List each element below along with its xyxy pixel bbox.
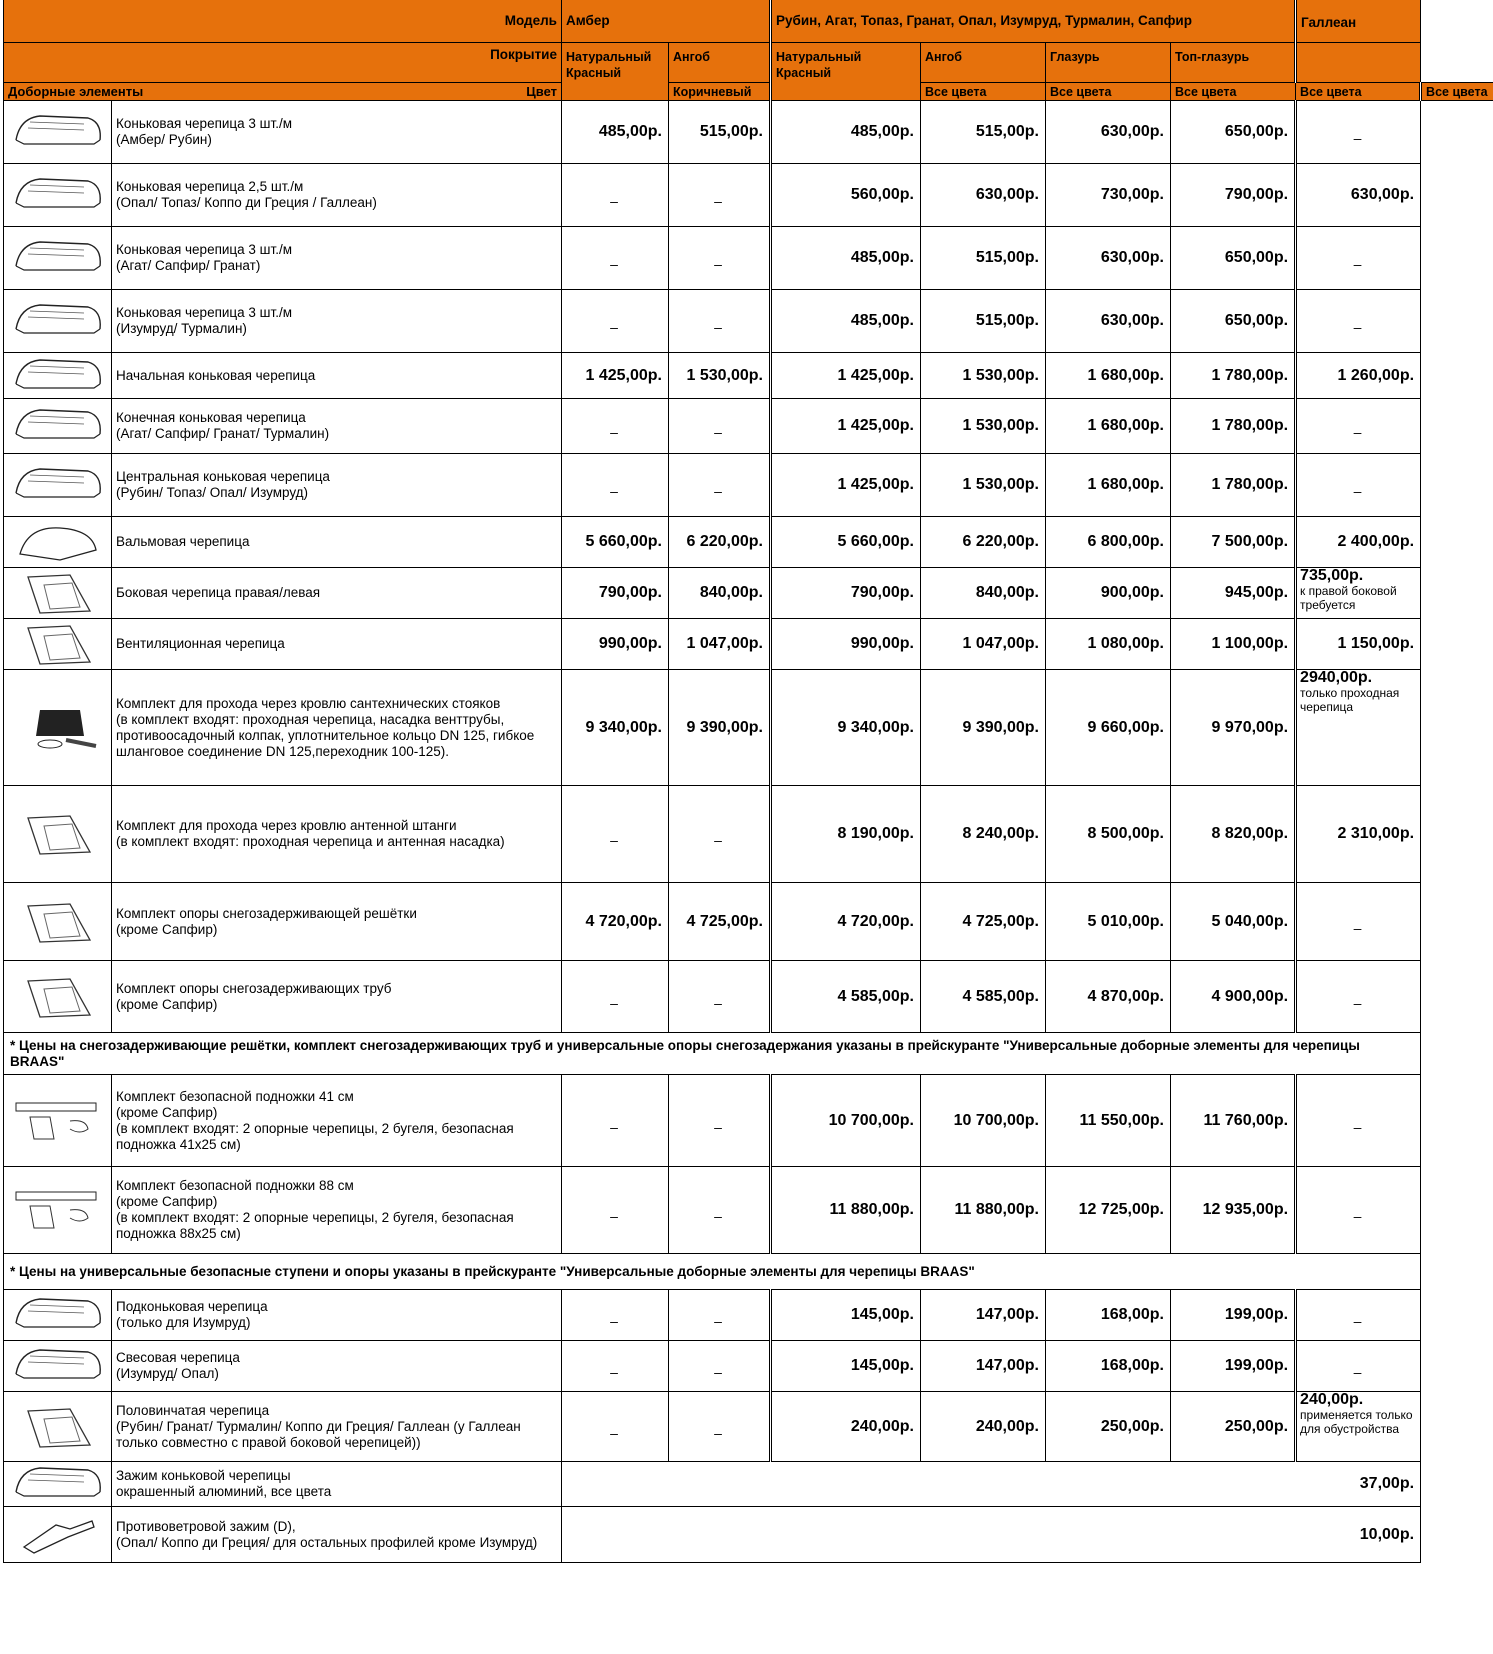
price-cell: – [1296, 101, 1421, 164]
price-cell: 12 935,00р. [1171, 1167, 1296, 1254]
price-cell: – [562, 1341, 669, 1392]
price-cell: 945,00р. [1171, 568, 1296, 619]
price-cell: 12 725,00р. [1046, 1167, 1171, 1254]
color-label: Цвет [526, 83, 557, 99]
product-row [4, 164, 1493, 227]
price-cell: 485,00р. [771, 227, 921, 290]
product-name [112, 517, 562, 568]
price-cell: 10 700,00р. [921, 1075, 1046, 1167]
ridge-tile-icon [4, 290, 112, 353]
product-subtitle: (Рубин/ Топаз/ Опал/ Изумруд) [116, 485, 309, 500]
product-row [4, 619, 1493, 670]
antenna-pass-kit-icon [4, 786, 112, 883]
price-cell: 630,00р. [1296, 164, 1421, 227]
product-subtitle: (кроме Сапфир) [116, 1194, 218, 1209]
ridge-tile-icon [4, 101, 112, 164]
product-name [112, 619, 562, 670]
price-cell: 250,00р. [1046, 1392, 1171, 1462]
elements-title: Доборные элементы [8, 83, 144, 99]
price-cell: – [562, 1290, 669, 1341]
color-0: Коричневый [669, 83, 771, 101]
color-3: Все цвета [1171, 83, 1296, 101]
eaves-tile-icon [4, 1341, 112, 1392]
blank-cell [1421, 454, 1493, 517]
flat-price: 37,00р. [562, 1462, 1421, 1507]
product-name [112, 883, 562, 961]
product-row [4, 786, 1493, 883]
price-cell: – [1296, 1075, 1421, 1167]
price-cell: 630,00р. [921, 164, 1046, 227]
price-cell: 145,00р. [771, 1341, 921, 1392]
price-cell: 7 500,00р. [1171, 517, 1296, 568]
price-cell: 147,00р. [921, 1341, 1046, 1392]
price-cell: 515,00р. [921, 290, 1046, 353]
price-cell: 11 550,00р. [1046, 1075, 1171, 1167]
sub-ridge-tile-icon [4, 1290, 112, 1341]
hip-tile-icon [4, 517, 112, 568]
product-name [112, 227, 562, 290]
blank-cell [1421, 1254, 1493, 1290]
price-cell: 6 800,00р. [1046, 517, 1171, 568]
blank-cell [1421, 399, 1493, 454]
product-subtitle: (кроме Сапфир) [116, 1104, 218, 1120]
product-row [4, 883, 1493, 961]
product-title: Коньковая черепица 3 шт./м [116, 116, 292, 131]
flat-price: 10,00р. [562, 1507, 1421, 1563]
price-cell: – [669, 227, 771, 290]
header-row-coating [4, 43, 1493, 83]
product-row [4, 1167, 1493, 1254]
price-cell: 1 680,00р. [1046, 353, 1171, 399]
product-name [112, 1290, 562, 1341]
price-cell: – [669, 961, 771, 1033]
half-tile-icon [4, 1392, 112, 1462]
price-cell: 5 040,00р. [1171, 883, 1296, 961]
price-cell: 900,00р. [1046, 568, 1171, 619]
price-cell: 147,00р. [921, 1290, 1046, 1341]
product-name [112, 1075, 562, 1167]
price-cell: – [1296, 1341, 1421, 1392]
product-name [112, 1507, 562, 1563]
model-group-ruby: Рубин, Агат, Топаз, Гранат, Опал, Изумруд, Турмалин, Сапфир [771, 0, 1296, 43]
product-subtitle: (кроме Сапфир) [116, 921, 218, 937]
price-cell: 650,00р. [1171, 290, 1296, 353]
product-row [4, 101, 1493, 164]
product-name [112, 1392, 562, 1462]
price-cell: 790,00р. [1171, 164, 1296, 227]
product-title: Комплект безопасной подножки 41 см [116, 1088, 354, 1104]
header-row-model [4, 0, 1493, 43]
price-cell: 1 047,00р. [669, 619, 771, 670]
product-row [4, 961, 1493, 1033]
price-cell: 1 680,00р. [1046, 454, 1171, 517]
price-cell: 515,00р. [921, 101, 1046, 164]
price-cell: 1 425,00р. [771, 353, 921, 399]
model-gallean: Галлеан [1296, 0, 1421, 43]
product-row [4, 670, 1493, 786]
price-cell: 4 900,00р. [1171, 961, 1296, 1033]
blank-cell [1421, 1507, 1493, 1563]
price-cell: 1 425,00р. [562, 353, 669, 399]
price-cell: 2 400,00р. [1296, 517, 1421, 568]
color-4: Все цвета [1296, 83, 1421, 101]
product-kit-contents: (в комплект входят: 2 опорные черепицы, 2 бугеля, безопасная подножка 88х25 см) [116, 1210, 514, 1241]
price-cell: 9 340,00р. [771, 670, 921, 786]
coating-gallean [1296, 43, 1421, 83]
note-row [4, 1254, 1493, 1290]
product-subtitle: окрашенный алюминий, все цвета [116, 1484, 332, 1499]
blank-cell [1421, 227, 1493, 290]
price-cell: 840,00р. [669, 568, 771, 619]
product-row [4, 1392, 1493, 1462]
product-title: Подконьковая черепица [116, 1299, 268, 1314]
price-cell: – [1296, 454, 1421, 517]
price-cell: 1 780,00р. [1171, 454, 1296, 517]
ridge-tile-icon [4, 164, 112, 227]
price-cell: 560,00р. [771, 164, 921, 227]
product-title: Центральная коньковая черепица [116, 469, 330, 484]
color-2: Все цвета [1046, 83, 1171, 101]
side-tile-icon [4, 568, 112, 619]
product-subtitle: (только для Изумруд) [116, 1315, 251, 1330]
price-cell: 630,00р. [1046, 101, 1171, 164]
ridge-clip-icon [4, 1462, 112, 1507]
blank-cell [1421, 353, 1493, 399]
product-name [112, 786, 562, 883]
color-gallean: Все цвета [1421, 83, 1493, 101]
product-row [4, 1462, 1493, 1507]
price-cell: 8 190,00р. [771, 786, 921, 883]
price-cell: – [669, 1392, 771, 1462]
product-title: Коньковая черепица 2,5 шт./м [116, 179, 304, 194]
price-cell: 5 010,00р. [1046, 883, 1171, 961]
product-title: Вентиляционная черепица [116, 636, 285, 651]
price-cell: – [562, 227, 669, 290]
price-cell: – [669, 454, 771, 517]
price-cell: 4 870,00р. [1046, 961, 1171, 1033]
price-cell: – [1296, 1290, 1421, 1341]
price-cell: 990,00р. [562, 619, 669, 670]
blank-cell [1421, 619, 1493, 670]
model-amber: Амбер [562, 0, 771, 43]
price-cell: 4 585,00р. [771, 961, 921, 1033]
coating-5: Топ-глазурь [1171, 43, 1296, 83]
product-name [112, 164, 562, 227]
start-ridge-tile-icon [4, 353, 112, 399]
price-cell: – [669, 1341, 771, 1392]
product-subtitle: (Изумруд/ Турмалин) [116, 321, 247, 336]
price-cell: 485,00р. [771, 290, 921, 353]
blank-cell [1421, 1392, 1493, 1462]
product-row [4, 399, 1493, 454]
price-cell: 4 720,00р. [562, 883, 669, 961]
product-subtitle: (Агат/ Сапфир/ Гранат/ Турмалин) [116, 426, 330, 441]
product-name [112, 290, 562, 353]
price-cell: 650,00р. [1171, 227, 1296, 290]
price-cell: 1 530,00р. [921, 399, 1046, 454]
price-cell [1296, 568, 1421, 619]
product-name [112, 399, 562, 454]
product-title: Конечная коньковая черепица [116, 410, 306, 425]
price-cell: – [669, 786, 771, 883]
product-subtitle: (в комплект входят: проходная черепица и антенная насадка) [116, 834, 505, 849]
price-cell: 9 340,00р. [562, 670, 669, 786]
price-cell: – [562, 786, 669, 883]
price-cell: – [1296, 1167, 1421, 1254]
safety-step-88-icon [4, 1167, 112, 1254]
blank-cell [1421, 101, 1493, 164]
center-ridge-tile-icon [4, 454, 112, 517]
product-name [112, 961, 562, 1033]
price-cell: 485,00р. [771, 101, 921, 164]
product-title: Комплект безопасной подножки 88 см [116, 1178, 354, 1193]
price-cell: 11 880,00р. [921, 1167, 1046, 1254]
price-cell: – [562, 164, 669, 227]
blank-cell [1421, 517, 1493, 568]
blank-cell [1421, 1341, 1493, 1392]
price-cell: 240,00р. [921, 1392, 1046, 1462]
price-cell: – [669, 399, 771, 454]
product-title: Боковая черепица правая/левая [116, 585, 321, 600]
product-title: Вальмовая черепица [116, 534, 250, 549]
price-cell: 250,00р. [1171, 1392, 1296, 1462]
product-title: Коньковая черепица 3 шт./м [116, 242, 292, 257]
product-row [4, 227, 1493, 290]
price-cell: 1 047,00р. [921, 619, 1046, 670]
product-name [112, 101, 562, 164]
price-cell: 9 970,00р. [1171, 670, 1296, 786]
price-cell: – [562, 1392, 669, 1462]
product-row [4, 454, 1493, 517]
coating-4: Глазурь [1046, 43, 1171, 83]
product-title: Комплект опоры снегозадерживающей решётки [116, 905, 417, 921]
price-cell: 630,00р. [1046, 290, 1171, 353]
price-cell: 4 585,00р. [921, 961, 1046, 1033]
end-ridge-tile-icon [4, 399, 112, 454]
model-label: Модель [4, 0, 562, 43]
color-1: Все цвета [921, 83, 1046, 101]
coating-2: Натуральный Красный [771, 43, 921, 101]
gallean-price: 2940,00р. [1300, 669, 1373, 686]
price-cell [1296, 1392, 1421, 1462]
coating-label: Покрытие [4, 43, 562, 83]
price-cell: 240,00р. [771, 1392, 921, 1462]
wind-clip-icon [4, 1507, 112, 1563]
product-name [112, 1462, 562, 1507]
price-cell: 8 500,00р. [1046, 786, 1171, 883]
price-cell: – [669, 1290, 771, 1341]
gallean-note: только проходная черепица [1300, 686, 1400, 714]
blank-cell [1421, 961, 1493, 1033]
product-subtitle: (Опал/ Коппо ди Греция/ для остальных профилей кроме Изумруд) [116, 1534, 538, 1550]
blank-cell [1421, 1462, 1493, 1507]
price-cell: 790,00р. [771, 568, 921, 619]
price-cell: 650,00р. [1171, 101, 1296, 164]
price-cell: 168,00р. [1046, 1341, 1171, 1392]
blank-cell [1421, 883, 1493, 961]
coating-3: Ангоб [921, 43, 1046, 83]
price-cell: 9 390,00р. [921, 670, 1046, 786]
product-title: Зажим коньковой черепицы [116, 1468, 291, 1483]
product-name [112, 353, 562, 399]
gallean-note: применяется только для обустройства [1300, 1408, 1413, 1436]
price-cell: 168,00р. [1046, 1290, 1171, 1341]
price-cell: – [669, 164, 771, 227]
product-row [4, 353, 1493, 399]
product-title: Коньковая черепица 3 шт./м [116, 305, 292, 320]
coating-0: Натуральный Красный [562, 43, 669, 101]
product-title: Комплект для прохода через кровлю антенной штанги [116, 818, 457, 833]
price-cell: 145,00р. [771, 1290, 921, 1341]
blank-cell [1421, 1167, 1493, 1254]
product-title: Комплект для прохода через кровлю сантехнических стояков [116, 695, 501, 711]
price-cell: 630,00р. [1046, 227, 1171, 290]
product-subtitle: (Изумруд/ Опал) [116, 1366, 219, 1381]
price-cell: 1 100,00р. [1171, 619, 1296, 670]
product-subtitle: (Агат/ Сапфир/ Гранат) [116, 258, 261, 273]
blank-cell [1421, 1075, 1493, 1167]
blank-cell [1421, 568, 1493, 619]
price-cell: – [562, 1075, 669, 1167]
header-row-color [4, 83, 1493, 101]
price-cell: 6 220,00р. [921, 517, 1046, 568]
elements-label [4, 83, 562, 101]
product-name [112, 454, 562, 517]
price-cell: – [669, 1167, 771, 1254]
price-cell: 9 660,00р. [1046, 670, 1171, 786]
note-row [4, 1033, 1493, 1075]
product-name [112, 1167, 562, 1254]
price-cell: 1 530,00р. [669, 353, 771, 399]
product-title: Противоветровой зажим (D), [116, 1518, 296, 1534]
product-row [4, 1290, 1493, 1341]
price-cell: – [562, 1167, 669, 1254]
vent-tile-icon [4, 619, 112, 670]
gallean-note: к правой боковой требуется [1300, 584, 1397, 612]
price-cell: – [1296, 227, 1421, 290]
blank-cell [1421, 0, 1493, 43]
product-row [4, 568, 1493, 619]
price-cell: 515,00р. [669, 101, 771, 164]
price-cell: – [1296, 961, 1421, 1033]
price-cell: – [562, 399, 669, 454]
blank-cell [1421, 43, 1493, 83]
product-title: Комплект опоры снегозадерживающих труб [116, 980, 392, 996]
price-cell: 1 425,00р. [771, 454, 921, 517]
price-cell: 790,00р. [562, 568, 669, 619]
price-cell: 6 220,00р. [669, 517, 771, 568]
product-subtitle: (Амбер/ Рубин) [116, 132, 212, 147]
note-snow: * Цены на снегозадерживающие решётки, комплект снегозадерживающих труб и универсальные опоры снегозадержания указаны в прейскуранте "Универсальные доборные элементы для черепицы BRAAS" [4, 1033, 1421, 1075]
product-name [112, 670, 562, 786]
price-cell: 730,00р. [1046, 164, 1171, 227]
price-cell: 8 820,00р. [1171, 786, 1296, 883]
product-row [4, 290, 1493, 353]
price-cell: – [669, 290, 771, 353]
price-cell: 515,00р. [921, 227, 1046, 290]
price-cell: 990,00р. [771, 619, 921, 670]
price-cell: – [1296, 883, 1421, 961]
price-cell: 11 760,00р. [1171, 1075, 1296, 1167]
product-subtitle: (Опал/ Топаз/ Коппо ди Греция / Галлеан) [116, 195, 377, 210]
blank-cell [1421, 164, 1493, 227]
blank-cell [1421, 290, 1493, 353]
price-cell: 1 680,00р. [1046, 399, 1171, 454]
price-cell: 9 390,00р. [669, 670, 771, 786]
note-safety: * Цены на универсальные безопасные ступени и опоры указаны в прейскуранте "Универсальные доборные элементы для черепицы BRAAS" [4, 1254, 1421, 1290]
price-cell: 5 660,00р. [562, 517, 669, 568]
price-cell: 1 530,00р. [921, 454, 1046, 517]
price-cell: 2 310,00р. [1296, 786, 1421, 883]
price-cell: 1 425,00р. [771, 399, 921, 454]
price-cell: 4 720,00р. [771, 883, 921, 961]
coating-1: Ангоб [669, 43, 771, 83]
product-title: Половинчатая черепица [116, 1402, 270, 1418]
price-cell [1296, 670, 1421, 786]
blank-cell [1421, 1033, 1493, 1075]
product-row [4, 517, 1493, 568]
product-name [112, 568, 562, 619]
price-cell: – [1296, 399, 1421, 454]
blank-cell [1421, 670, 1493, 786]
safety-step-41-icon [4, 1075, 112, 1167]
price-cell: 10 700,00р. [771, 1075, 921, 1167]
blank-cell [1421, 786, 1493, 883]
price-cell: 840,00р. [921, 568, 1046, 619]
gallean-price: 240,00р. [1300, 1391, 1364, 1408]
price-cell: 11 880,00р. [771, 1167, 921, 1254]
plumbing-pass-kit-icon [4, 670, 112, 786]
product-subtitle: (в комплект входят: проходная черепица, насадка венттрубы, противоосадочный колпак, уплотнительное кольцо DN 125, гибкое шланговое соединение DN 125,переходник 100-125). [116, 711, 535, 759]
product-subtitle: (Рубин/ Гранат/ Турмалин/ Коппо ди Греция/ Галлеан (у Галлеан только совместно с правой боковой черепицей)) [116, 1418, 521, 1450]
price-cell: 1 260,00р. [1296, 353, 1421, 399]
gallean-price: 735,00р. [1300, 567, 1364, 584]
snow-grid-support-icon [4, 883, 112, 961]
price-cell: 199,00р. [1171, 1341, 1296, 1392]
product-name [112, 1341, 562, 1392]
product-row [4, 1075, 1493, 1167]
price-cell: – [562, 290, 669, 353]
price-cell: 1 780,00р. [1171, 399, 1296, 454]
snow-pipe-support-icon [4, 961, 112, 1033]
price-cell: 5 660,00р. [771, 517, 921, 568]
product-row [4, 1507, 1493, 1563]
price-cell: 1 780,00р. [1171, 353, 1296, 399]
price-cell: 4 725,00р. [669, 883, 771, 961]
product-kit-contents: (в комплект входят: 2 опорные черепицы, 2 бугеля, безопасная подножка 41х25 см) [116, 1120, 514, 1152]
price-cell: – [669, 1075, 771, 1167]
price-cell: 485,00р. [562, 101, 669, 164]
price-table [3, 0, 1493, 1563]
product-title: Начальная коньковая черепица [116, 367, 316, 383]
price-cell: – [1296, 290, 1421, 353]
product-row [4, 1341, 1493, 1392]
product-title: Свесовая черепица [116, 1350, 240, 1365]
blank-cell [1421, 1290, 1493, 1341]
price-cell: 1 530,00р. [921, 353, 1046, 399]
price-cell: 1 150,00р. [1296, 619, 1421, 670]
price-cell: 4 725,00р. [921, 883, 1046, 961]
price-cell: – [562, 454, 669, 517]
product-subtitle: (кроме Сапфир) [116, 996, 218, 1012]
price-cell: 8 240,00р. [921, 786, 1046, 883]
ridge-tile-icon [4, 227, 112, 290]
price-cell: 1 080,00р. [1046, 619, 1171, 670]
price-cell: 199,00р. [1171, 1290, 1296, 1341]
price-cell: – [562, 961, 669, 1033]
